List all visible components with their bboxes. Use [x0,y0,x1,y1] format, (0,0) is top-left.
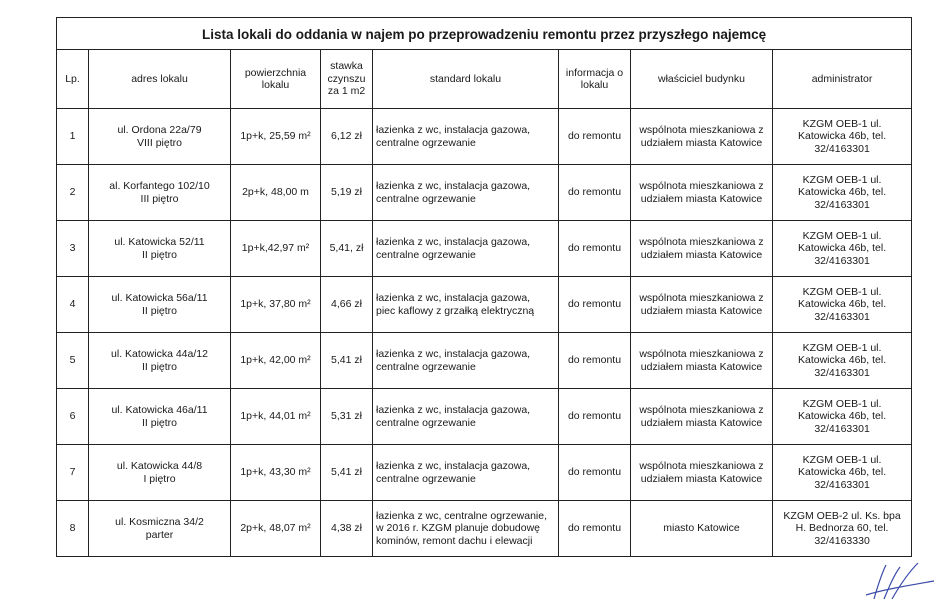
cell-area: 1p+k, 25,59 m² [231,109,321,165]
cell-rent-rate: 5,41 zł [321,333,373,389]
cell-standard: łazienka z wc, instalacja gazowa, piec kaflowy z grzałką elektryczną [373,277,559,333]
cell-rent-rate: 5,31 zł [321,389,373,445]
header-area: powierzchnia lokalu [231,50,321,109]
rental-table [56,17,912,557]
header-administrator: administrator [773,50,912,109]
cell-info: do remontu [559,389,631,445]
cell-administrator: KZGM OEB-1 ul. Katowicka 46b, tel. 32/4163301 [773,109,912,165]
cell-area: 1p+k, 37,80 m² [231,277,321,333]
cell-area: 2p+k, 48,00 m [231,165,321,221]
cell-lp: 7 [57,445,89,501]
table-row [57,277,912,333]
header-owner: właściciel budynku [631,50,773,109]
header-standard: standard lokalu [373,50,559,109]
cell-address: ul. Ordona 22a/79 VIII piętro [89,109,231,165]
header-lp: Lp. [57,50,89,109]
cell-info: do remontu [559,221,631,277]
cell-address: ul. Katowicka 52/11 II piętro [89,221,231,277]
table-row [57,501,912,557]
cell-owner: wspólnota mieszkaniowa z udziałem miasta Katowice [631,445,773,501]
header-info: informacja o lokalu [559,50,631,109]
cell-owner: wspólnota mieszkaniowa z udziałem miasta Katowice [631,109,773,165]
cell-administrator: KZGM OEB-2 ul. Ks. bpa H. Bednorza 60, tel. 32/4163330 [773,501,912,557]
cell-rent-rate: 5,41, zł [321,221,373,277]
cell-standard: łazienka z wc, instalacja gazowa, centralne ogrzewanie [373,445,559,501]
cell-rent-rate: 4,38 zł [321,501,373,557]
header-rent-rate: stawka czynszu za 1 m2 [321,50,373,109]
cell-area: 1p+k, 43,30 m² [231,445,321,501]
cell-lp: 6 [57,389,89,445]
table-title: Lista lokali do oddania w najem po przeprowadzeniu remontu przez przyszłego najemcę [57,18,912,50]
cell-area: 1p+k,42,97 m² [231,221,321,277]
document-page [56,17,911,557]
cell-owner: wspólnota mieszkaniowa z udziałem miasta Katowice [631,389,773,445]
table-row [57,165,912,221]
cell-rent-rate: 6,12 zł [321,109,373,165]
cell-lp: 4 [57,277,89,333]
cell-lp: 3 [57,221,89,277]
cell-address: ul. Katowicka 56a/11 II piętro [89,277,231,333]
cell-standard: łazienka z wc, instalacja gazowa, centralne ogrzewanie [373,333,559,389]
table-row [57,333,912,389]
cell-lp: 8 [57,501,89,557]
cell-administrator: KZGM OEB-1 ul. Katowicka 46b, tel. 32/4163301 [773,389,912,445]
cell-owner: miasto Katowice [631,501,773,557]
header-address: adres lokalu [89,50,231,109]
cell-area: 2p+k, 48,07 m² [231,501,321,557]
cell-administrator: KZGM OEB-1 ul. Katowicka 46b, tel. 32/4163301 [773,221,912,277]
table-row [57,221,912,277]
cell-owner: wspólnota mieszkaniowa z udziałem miasta Katowice [631,333,773,389]
cell-info: do remontu [559,165,631,221]
cell-owner: wspólnota mieszkaniowa z udziałem miasta Katowice [631,165,773,221]
cell-address: al. Korfantego 102/10 III piętro [89,165,231,221]
cell-rent-rate: 4,66 zł [321,277,373,333]
header-row [57,50,912,109]
cell-standard: łazienka z wc, instalacja gazowa, centralne ogrzewanie [373,165,559,221]
cell-standard: łazienka z wc, instalacja gazowa, centralne ogrzewanie [373,389,559,445]
cell-lp: 2 [57,165,89,221]
table-row [57,109,912,165]
table-row [57,445,912,501]
table-row [57,389,912,445]
cell-lp: 5 [57,333,89,389]
cell-administrator: KZGM OEB-1 ul. Katowicka 46b, tel. 32/4163301 [773,165,912,221]
cell-rent-rate: 5,19 zł [321,165,373,221]
cell-owner: wspólnota mieszkaniowa z udziałem miasta Katowice [631,277,773,333]
cell-owner: wspólnota mieszkaniowa z udziałem miasta Katowice [631,221,773,277]
cell-administrator: KZGM OEB-1 ul. Katowicka 46b, tel. 32/4163301 [773,333,912,389]
cell-area: 1p+k, 44,01 m² [231,389,321,445]
cell-administrator: KZGM OEB-1 ul. Katowicka 46b, tel. 32/4163301 [773,445,912,501]
cell-lp: 1 [57,109,89,165]
cell-administrator: KZGM OEB-1 ul. Katowicka 46b, tel. 32/4163301 [773,277,912,333]
cell-info: do remontu [559,445,631,501]
cell-info: do remontu [559,277,631,333]
cell-info: do remontu [559,333,631,389]
cell-standard: łazienka z wc, centralne ogrzewanie, w 2016 r. KZGM planuje dobudowę kominów, remont dachu i elewacji [373,501,559,557]
cell-standard: łazienka z wc, instalacja gazowa, centralne ogrzewanie [373,109,559,165]
cell-standard: łazienka z wc, instalacja gazowa, centralne ogrzewanie [373,221,559,277]
cell-address: ul. Kosmiczna 34/2 parter [89,501,231,557]
signature-mark [856,555,936,600]
cell-address: ul. Katowicka 46a/11 II piętro [89,389,231,445]
cell-address: ul. Katowicka 44a/12 II piętro [89,333,231,389]
cell-rent-rate: 5,41 zł [321,445,373,501]
cell-info: do remontu [559,501,631,557]
cell-area: 1p+k, 42,00 m² [231,333,321,389]
cell-address: ul. Katowicka 44/8 I piętro [89,445,231,501]
cell-info: do remontu [559,109,631,165]
